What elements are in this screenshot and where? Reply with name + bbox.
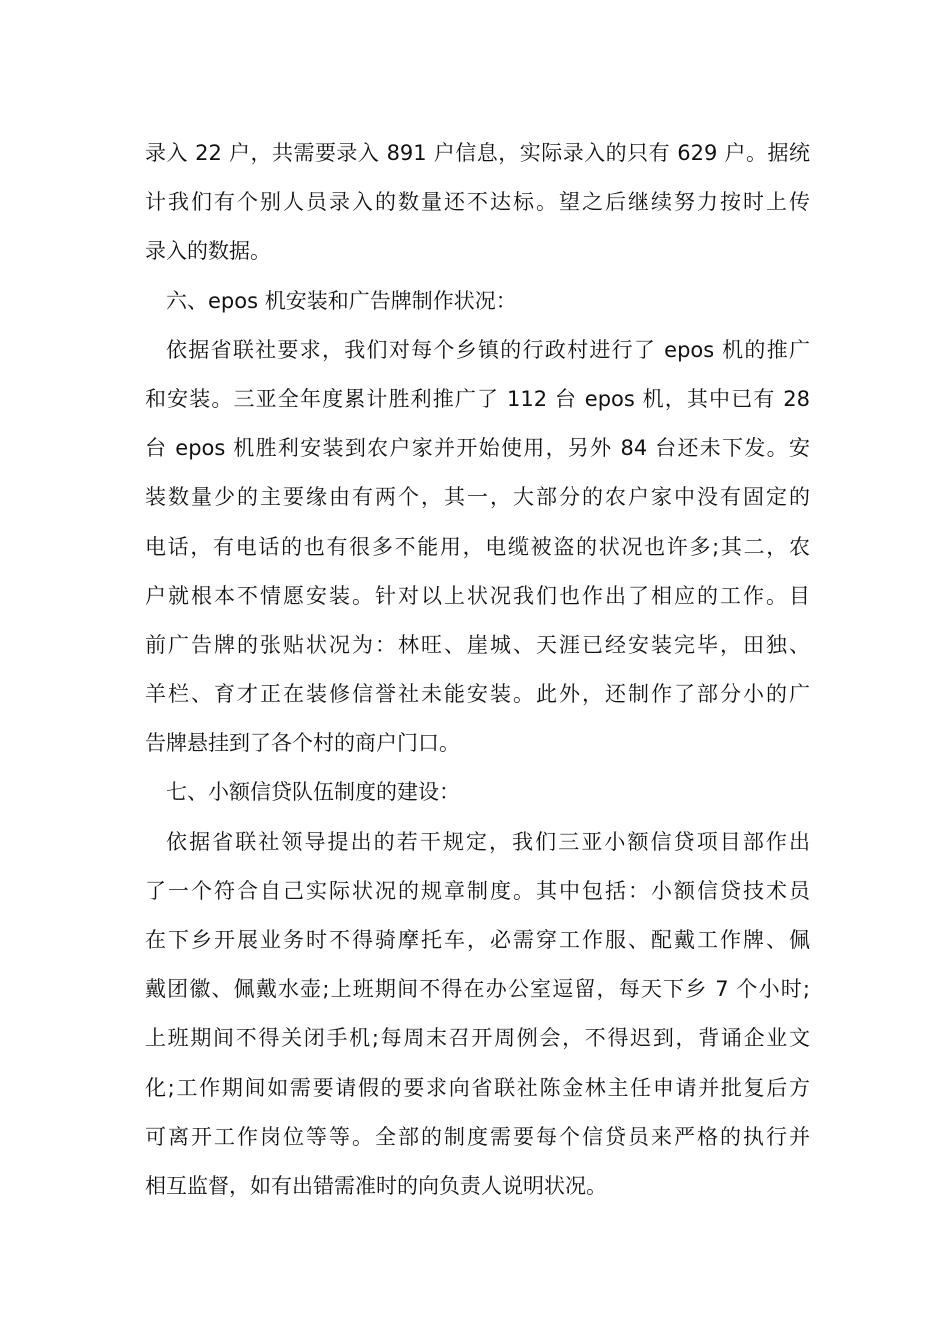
paragraph-line: 依据省联社要求，我们对每个乡镇的行政村进行了 epos 机的推广 — [166, 337, 810, 362]
paragraph-line: 告牌悬挂到了各个村的商户门口。 — [145, 731, 460, 756]
paragraph-line: 录入的数据。 — [145, 239, 271, 264]
body-text — [145, 129, 810, 1211]
paragraph-line: 电话，有电话的也有很多不能用，电缆被盗的状况也许多;其二，农 — [145, 534, 810, 559]
paragraph-line: 计我们有个别人员录入的数量还不达标。望之后继续努力按时上传 — [145, 190, 810, 215]
paragraph-line: 台 epos 机胜利安装到农户家并开始使用，另外 84 台还未下发。安 — [145, 436, 810, 461]
paragraph-line: 戴团徽、佩戴水壶;上班期间不得在办公室逗留，每天下乡 7 个小时; — [145, 977, 810, 1002]
paragraph-line: 在下乡开展业务时不得骑摩托车，必需穿工作服、配戴工作牌、佩 — [145, 928, 810, 952]
paragraph-line: 依据省联社领导提出的若干规定，我们三亚小额信贷项目部作出 — [166, 829, 810, 854]
paragraph-line: 装数量少的主要缘由有两个，其一，大部分的农户家中没有固定的 — [145, 485, 810, 510]
paragraph-line: 了一个符合自己实际状况的规章制度。其中包括：小额信贷技术员 — [145, 878, 810, 903]
paragraph-line: 上班期间不得关闭手机;每周末召开周例会，不得迟到，背诵企业文 — [145, 1026, 810, 1051]
section-heading: 六、epos 机安装和广告牌制作状况： — [166, 288, 517, 313]
paragraph-line: 相互监督，如有出错需准时的向负责人说明状况。 — [145, 1173, 607, 1198]
paragraph-line: 羊栏、育才正在装修信誉社未能安装。此外，还制作了部分小的广 — [145, 682, 810, 707]
section-heading: 七、小额信贷队伍制度的建设： — [166, 780, 460, 805]
paragraph-line: 化;工作期间如需要请假的要求向省联社陈金林主任申请并批复后方 — [145, 1075, 810, 1100]
paragraph-line: 录入 22 户，共需要录入 891 户信息，实际录入的只有 629 户。据统 — [145, 141, 810, 165]
paragraph-line: 户就根本不情愿安装。针对以上状况我们也作出了相应的工作。目 — [145, 583, 810, 608]
paragraph-line: 前广告牌的张贴状况为：林旺、崖城、天涯已经安装完毕，田独、 — [145, 632, 810, 657]
paragraph-line: 和安装。三亚全年度累计胜利推广了 112 台 epos 机，其中已有 28 — [145, 386, 810, 411]
paragraph-line: 可离开工作岗位等等。全部的制度需要每个信贷员来严格的执行并 — [145, 1124, 810, 1149]
